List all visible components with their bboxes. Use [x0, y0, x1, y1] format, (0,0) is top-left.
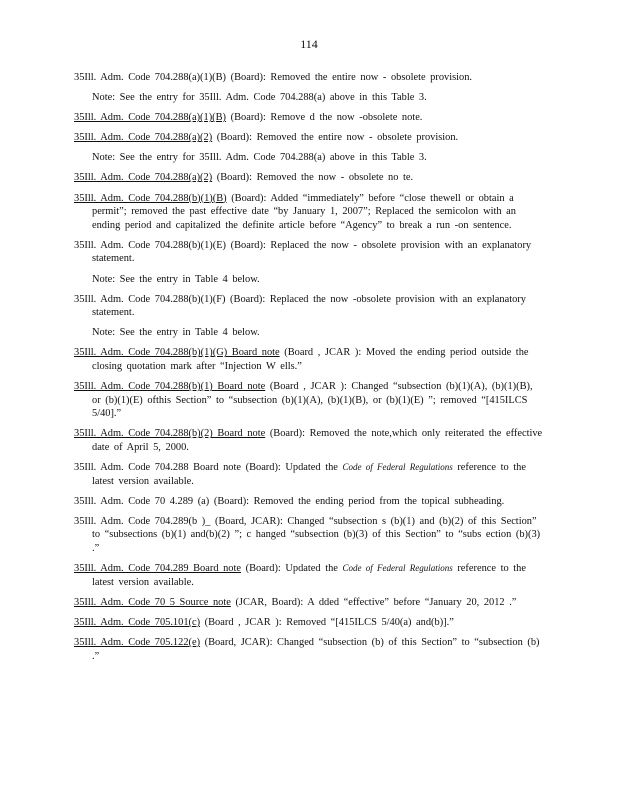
table-entry [74, 515, 544, 556]
entry-text: (Board): Removed the note,which only reiterated the effective date of April 5, 2000. [92, 428, 543, 453]
table-entry [74, 192, 544, 233]
page-number: 114 [300, 37, 318, 51]
entry-text: (Board): Replaced the now - obsolete provision with an explanatory statement. [92, 239, 532, 265]
entry-text-continued: reference to the latest version available. [92, 462, 526, 487]
entry-citation: 35Ill. Adm. Code 704.289(b )_ [74, 515, 211, 527]
table-entry [74, 131, 544, 145]
table-note [74, 326, 544, 340]
entry-citation: 35Ill. Adm. Code 704.288(a)(1)(B) [74, 112, 227, 124]
table-entry [74, 380, 544, 421]
entry-citation: 35Ill. Adm. Code 705.101(c) [74, 616, 201, 628]
entry-text: (Board): Replaced the now -obsolete provision with an explanatory statement. [92, 293, 526, 319]
entry-text: (Board, JCAR): Changed “subsection s (b)(1) and (b)(2) of this Section” to “subsections (b)(1) and(b)(2) ”; c hanged “subsection (b)(3) of this Section” to “subs ection (b)(3) .” [92, 515, 541, 555]
table-entry [74, 596, 544, 610]
table-entry [74, 636, 544, 663]
entry-citation: 35Ill. Adm. Code 704.288(a)(2) [74, 132, 213, 144]
entry-text: (Board, JCAR): Changed “subsection (b) of this Section” to “subsection (b) .” [92, 637, 540, 662]
table-entries [74, 71, 544, 670]
table-entry [74, 427, 544, 454]
entry-text: Note: See the entry for 35Ill. Adm. Code 704.288(a) above in this Table 3. [92, 92, 427, 104]
entry-citation: 35Ill. Adm. Code 704.288(b)(1)(E) [74, 239, 227, 251]
entry-citation: 35Ill. Adm. Code 704.288(b)(1)(G) Board note [74, 347, 280, 359]
entry-text: (Board , JCAR ): Removed “[415ILCS 5/40(a) and(b)].” [200, 616, 454, 628]
entry-text: (Board): Removed the ending period from the topical subheading. [209, 495, 505, 507]
entry-text: (Board): Updated the [241, 563, 343, 575]
entry-text: (Board): Added “immediately” before “close thewell or obtain a permit”; removed the past effective date “by January 1, 2007”; Replaced the semicolon with an ending period and capitalized the definite article before “Agency” to break a run -on sentence. [92, 192, 516, 231]
entry-citation: 35Ill. Adm. Code 704.288(b)(2) Board note [74, 428, 266, 440]
table-entry [74, 346, 544, 373]
entry-text-continued: reference to the latest version available. [92, 563, 526, 588]
entry-text: (Board , JCAR ): Changed “subsection (b)(1)(A), (b)(1)(B), or (b)(1)(E) ofthis Section” to “subsection (b)(1)(A), (b)(1)(B), or (b)(1)(E) ”; removed “[415ILCS 5/40].” [92, 381, 533, 420]
entry-text: (Board): Remove d the now -obsolete note. [226, 112, 423, 124]
table-entry [74, 616, 544, 630]
entry-citation: 35Ill. Adm. Code 70 4.289 (a) [74, 495, 210, 507]
table-entry [74, 562, 544, 589]
entry-text: Note: See the entry for 35Ill. Adm. Code 704.288(a) above in this Table 3. [92, 152, 427, 164]
table-entry [74, 71, 544, 85]
entry-cfr-title: Code of Federal Regulations [342, 563, 453, 574]
entry-text: (JCAR, Board): A dded “effective” before “January 20, 2012 .” [230, 596, 517, 608]
table-note [74, 151, 544, 165]
entry-citation: 35Ill. Adm. Code 704.288(a)(2) [74, 172, 213, 184]
table-entry [74, 293, 544, 320]
entry-text: (Board): Removed the now - obsolete no te. [212, 172, 414, 184]
table-entry [74, 111, 544, 125]
table-note [74, 273, 544, 287]
entry-citation: 35Ill. Adm. Code 704.288(b)(1)(F) [74, 293, 226, 305]
entry-citation: 35Ill. Adm. Code 704.288(b)(1) Board note [74, 381, 266, 393]
table-entry [74, 461, 544, 488]
entry-text: Note: See the entry in Table 4 below. [92, 327, 260, 339]
entry-text: (Board , JCAR ): Moved the ending period outside the closing quotation mark after “Injection W ells.” [92, 347, 529, 372]
entry-text: Note: See the entry in Table 4 below. [92, 273, 260, 285]
table-entry [74, 239, 544, 266]
entry-citation: 35Ill. Adm. Code 704.288 Board note [74, 462, 242, 474]
entry-text: (Board): Updated the [241, 462, 343, 474]
entry-text: (Board): Removed the entire now - obsolete provision. [212, 132, 459, 144]
entry-citation: 35Ill. Adm. Code 704.288(a)(1)(B) [74, 72, 227, 83]
entry-text: (Board): Removed the entire now - obsolete provision. [226, 72, 473, 83]
table-entry [74, 171, 544, 185]
entry-citation: 35Ill. Adm. Code 70 5 Source note [74, 596, 231, 608]
table-entry [74, 495, 544, 509]
entry-citation: 35Ill. Adm. Code 704.289 Board note [74, 563, 242, 575]
table-note [74, 91, 544, 105]
entry-citation: 35Ill. Adm. Code 704.288(b)(1)(B) [74, 192, 227, 204]
entry-citation: 35Ill. Adm. Code 705.122(e) [74, 637, 201, 648]
entry-cfr-title: Code of Federal Regulations [342, 462, 453, 473]
